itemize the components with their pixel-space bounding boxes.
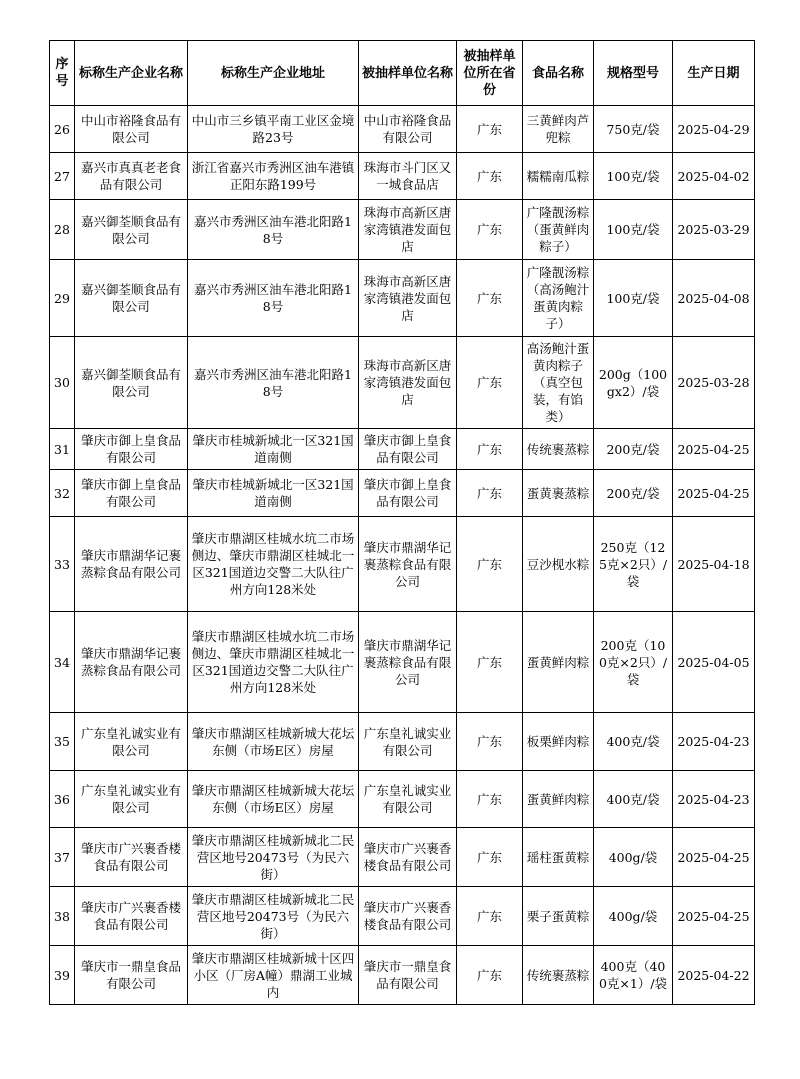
header-cell: 标称生产企业名称: [75, 41, 188, 106]
header-cell: 生产日期: [673, 41, 755, 106]
specification: 100克/袋: [594, 200, 673, 260]
company-name: 肇庆市御上皇食品有限公司: [75, 429, 188, 470]
header-cell: 被抽样单位名称: [359, 41, 457, 106]
specification: 400g/袋: [594, 828, 673, 887]
company-address: 肇庆市鼎湖区桂城新城大花坛东侧（市场E区）房屋: [188, 713, 359, 771]
company-address: 肇庆市鼎湖区桂城新城北二民营区地号20473号（为民六街）: [188, 887, 359, 946]
table-row: [50, 946, 755, 1005]
production-date: 2025-04-02: [673, 153, 755, 200]
sampled-unit: 肇庆市一鼎皇食品有限公司: [359, 946, 457, 1005]
production-date: 2025-03-29: [673, 200, 755, 260]
province: 广东: [457, 771, 523, 828]
province: 广东: [457, 106, 523, 153]
specification: 400克/袋: [594, 713, 673, 771]
row-number: 26: [50, 106, 75, 153]
company-address: 嘉兴市秀洲区油车港北阳路18号: [188, 260, 359, 337]
sampled-unit: 肇庆市广兴裹香楼食品有限公司: [359, 887, 457, 946]
table-row: [50, 260, 755, 337]
header-cell: 标称生产企业地址: [188, 41, 359, 106]
row-number: 36: [50, 771, 75, 828]
province: 广东: [457, 470, 523, 517]
company-address: 肇庆市鼎湖区桂城新城十区四小区（厂房A幢）鼎湖工业城内: [188, 946, 359, 1005]
sampled-unit: 肇庆市御上皇食品有限公司: [359, 429, 457, 470]
company-name: 嘉兴市真真老老食品有限公司: [75, 153, 188, 200]
header-cell: 序号: [50, 41, 75, 106]
production-date: 2025-04-22: [673, 946, 755, 1005]
company-name: 肇庆市鼎湖华记裹蒸粽食品有限公司: [75, 517, 188, 612]
food-name: 板栗鲜肉粽: [523, 713, 594, 771]
specification: 400g/袋: [594, 887, 673, 946]
province: 广东: [457, 429, 523, 470]
row-number: 28: [50, 200, 75, 260]
production-date: 2025-04-05: [673, 612, 755, 713]
food-name: 广隆靓汤粽（高汤鲍汁蛋黄肉粽子）: [523, 260, 594, 337]
specification: 100克/袋: [594, 153, 673, 200]
table-row: [50, 337, 755, 429]
table-row: [50, 106, 755, 153]
sampled-unit: 广东皇礼诚实业有限公司: [359, 713, 457, 771]
company-address: 肇庆市桂城新城北一区321国道南侧: [188, 429, 359, 470]
specification: 250克（125克×2只）/袋: [594, 517, 673, 612]
company-address: 浙江省嘉兴市秀洲区油车港镇正阳东路199号: [188, 153, 359, 200]
company-name: 中山市裕隆食品有限公司: [75, 106, 188, 153]
row-number: 33: [50, 517, 75, 612]
production-date: 2025-04-23: [673, 713, 755, 771]
header-cell: 被抽样单位所在省份: [457, 41, 523, 106]
specification: 100克/袋: [594, 260, 673, 337]
company-address: 嘉兴市秀洲区油车港北阳路18号: [188, 200, 359, 260]
food-name: 蛋黄鲜肉粽: [523, 612, 594, 713]
production-date: 2025-04-08: [673, 260, 755, 337]
table-row: [50, 828, 755, 887]
table-row: [50, 612, 755, 713]
sampled-unit: 肇庆市鼎湖华记裹蒸粽食品有限公司: [359, 517, 457, 612]
row-number: 35: [50, 713, 75, 771]
sampled-unit: 中山市裕隆食品有限公司: [359, 106, 457, 153]
sampled-unit: 肇庆市御上皇食品有限公司: [359, 470, 457, 517]
specification: 200克/袋: [594, 470, 673, 517]
province: 广东: [457, 887, 523, 946]
sampled-unit: 广东皇礼诚实业有限公司: [359, 771, 457, 828]
production-date: 2025-04-25: [673, 429, 755, 470]
table-body: [50, 106, 755, 1005]
food-name: 糯糯南瓜粽: [523, 153, 594, 200]
province: 广东: [457, 612, 523, 713]
food-name: 广隆靓汤粽（蛋黄鲜肉粽子）: [523, 200, 594, 260]
sampled-unit: 肇庆市鼎湖华记裹蒸粽食品有限公司: [359, 612, 457, 713]
specification: 400克/袋: [594, 771, 673, 828]
company-address: 中山市三乡镇平南工业区金境路23号: [188, 106, 359, 153]
company-name: 广东皇礼诚实业有限公司: [75, 771, 188, 828]
food-name: 传统裹蒸粽: [523, 946, 594, 1005]
table-row: [50, 771, 755, 828]
company-name: 嘉兴御荃顺食品有限公司: [75, 260, 188, 337]
row-number: 34: [50, 612, 75, 713]
company-address: 肇庆市鼎湖区桂城水坑二市场侧边、肇庆市鼎湖区桂城北一区321国道边交警二大队往广州方向128米处: [188, 612, 359, 713]
company-name: 广东皇礼诚实业有限公司: [75, 713, 188, 771]
production-date: 2025-04-25: [673, 887, 755, 946]
food-name: 蛋黄鲜肉粽: [523, 771, 594, 828]
table-row: [50, 713, 755, 771]
province: 广东: [457, 153, 523, 200]
food-name: 瑶柱蛋黄粽: [523, 828, 594, 887]
sampled-unit: 珠海市高新区唐家湾镇港发面包店: [359, 337, 457, 429]
province: 广东: [457, 828, 523, 887]
specification: 200g（100gx2）/袋: [594, 337, 673, 429]
province: 广东: [457, 713, 523, 771]
header-row: [50, 41, 755, 106]
table-row: [50, 517, 755, 612]
company-name: 嘉兴御荃顺食品有限公司: [75, 200, 188, 260]
company-address: 肇庆市鼎湖区桂城新城大花坛东侧（市场E区）房屋: [188, 771, 359, 828]
company-name: 肇庆市御上皇食品有限公司: [75, 470, 188, 517]
table-row: [50, 429, 755, 470]
food-name: 传统裹蒸粽: [523, 429, 594, 470]
company-name: 肇庆市鼎湖华记裹蒸粽食品有限公司: [75, 612, 188, 713]
row-number: 29: [50, 260, 75, 337]
header-cell: 规格型号: [594, 41, 673, 106]
row-number: 31: [50, 429, 75, 470]
food-name: 栗子蛋黄粽: [523, 887, 594, 946]
sampled-unit: 肇庆市广兴裹香楼食品有限公司: [359, 828, 457, 887]
row-number: 30: [50, 337, 75, 429]
table-row: [50, 200, 755, 260]
specification: 750克/袋: [594, 106, 673, 153]
company-name: 肇庆市一鼎皇食品有限公司: [75, 946, 188, 1005]
table-row: [50, 887, 755, 946]
company-address: 肇庆市鼎湖区桂城水坑二市场侧边、肇庆市鼎湖区桂城北一区321国道边交警二大队往广州方向128米处: [188, 517, 359, 612]
header-cell: 食品名称: [523, 41, 594, 106]
province: 广东: [457, 517, 523, 612]
row-number: 38: [50, 887, 75, 946]
province: 广东: [457, 337, 523, 429]
sampled-unit: 珠海市高新区唐家湾镇港发面包店: [359, 200, 457, 260]
company-name: 肇庆市广兴裹香楼食品有限公司: [75, 828, 188, 887]
company-address: 肇庆市桂城新城北一区321国道南侧: [188, 470, 359, 517]
row-number: 37: [50, 828, 75, 887]
food-sampling-table: [49, 40, 755, 1005]
company-name: 肇庆市广兴裹香楼食品有限公司: [75, 887, 188, 946]
production-date: 2025-04-25: [673, 470, 755, 517]
row-number: 32: [50, 470, 75, 517]
province: 广东: [457, 946, 523, 1005]
company-address: 嘉兴市秀洲区油车港北阳路18号: [188, 337, 359, 429]
production-date: 2025-04-18: [673, 517, 755, 612]
specification: 200克/袋: [594, 429, 673, 470]
production-date: 2025-03-28: [673, 337, 755, 429]
sampled-unit: 珠海市斗门区又一城食品店: [359, 153, 457, 200]
production-date: 2025-04-25: [673, 828, 755, 887]
specification: 200克（100克×2只）/袋: [594, 612, 673, 713]
food-name: 豆沙枧水粽: [523, 517, 594, 612]
province: 广东: [457, 260, 523, 337]
row-number: 27: [50, 153, 75, 200]
table-row: [50, 153, 755, 200]
sampled-unit: 珠海市高新区唐家湾镇港发面包店: [359, 260, 457, 337]
company-name: 嘉兴御荃顺食品有限公司: [75, 337, 188, 429]
production-date: 2025-04-29: [673, 106, 755, 153]
province: 广东: [457, 200, 523, 260]
food-name: 三黄鲜肉芦兜粽: [523, 106, 594, 153]
food-name: 高汤鲍汁蛋黄肉粽子（真空包装，有馅类）: [523, 337, 594, 429]
row-number: 39: [50, 946, 75, 1005]
food-name: 蛋黄裹蒸粽: [523, 470, 594, 517]
company-address: 肇庆市鼎湖区桂城新城北二民营区地号20473号（为民六街）: [188, 828, 359, 887]
specification: 400克（400克×1）/袋: [594, 946, 673, 1005]
production-date: 2025-04-23: [673, 771, 755, 828]
table-row: [50, 470, 755, 517]
